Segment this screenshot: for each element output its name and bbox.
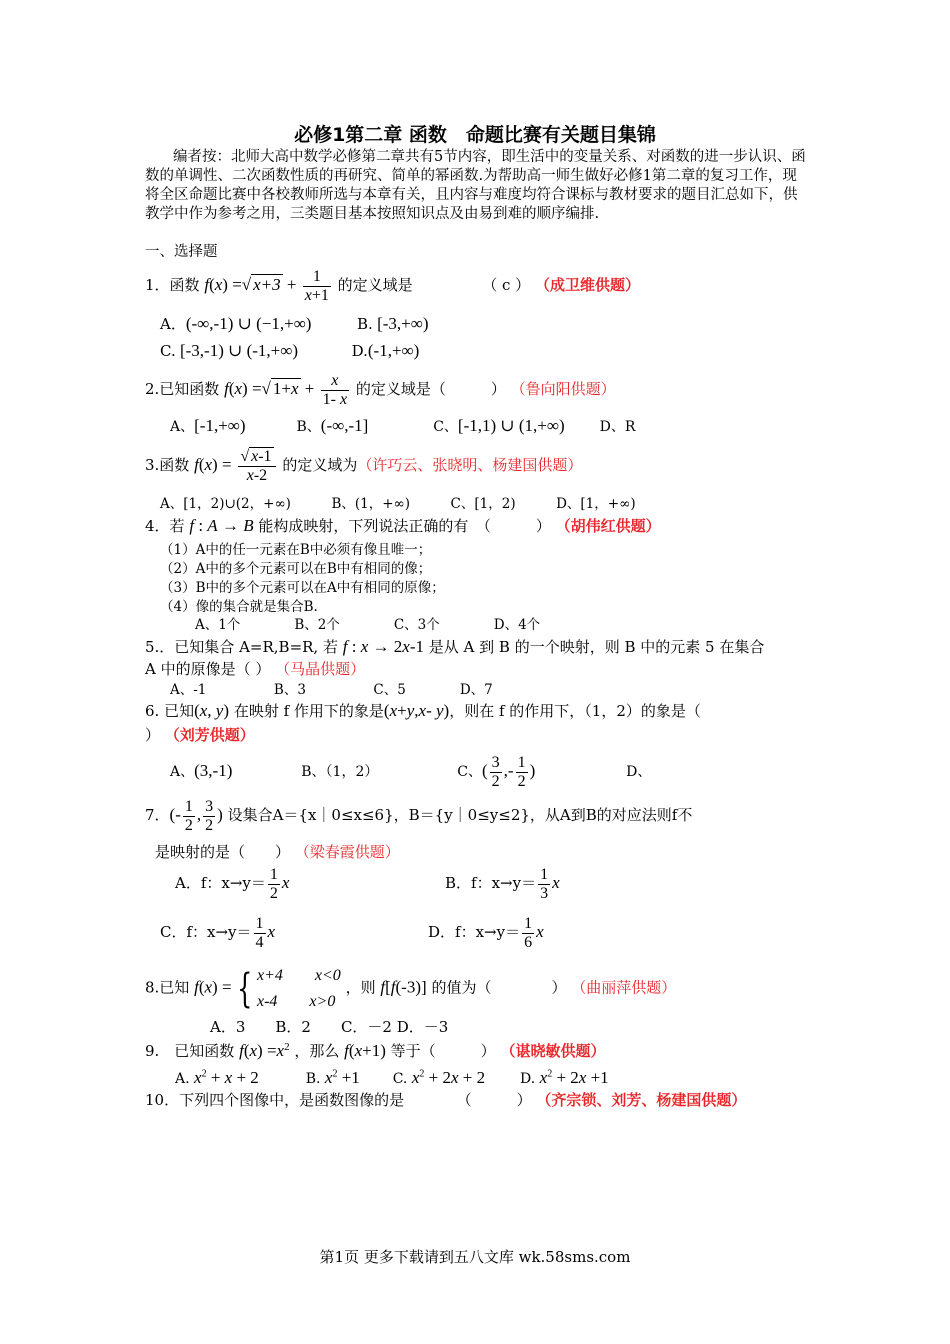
q2-option-d-label: D、R <box>599 419 636 435</box>
q4-source: （胡伟红供题） <box>555 517 661 535</box>
q3-source: （许巧云、张晓明、杨建国供题） <box>357 456 583 475</box>
q6-line2-text: ） <box>145 726 161 744</box>
q6-mid2: ，则在 f 的作用下，（1，2）的象是（ <box>449 702 701 720</box>
q2-options: A、[-1,+∞) B、(-∞,-1] C、[-1,1) ∪ (1,+∞) D、R <box>170 416 636 435</box>
q2-source: （鲁向阳供题） <box>510 380 616 399</box>
document-title: 必修1第二章 函数 命题比赛有关题目集锦 <box>294 124 656 146</box>
question-5: 5.．已知集合 A=R,B=R, 若 f : x → 2x-1 是从 A 到 B 的一个映射，则 B 中的元素 5 在集合 <box>145 637 765 656</box>
section-heading: 一、选择题 <box>145 244 218 260</box>
q8-mid: ，则 <box>345 978 376 997</box>
q8-options: A．3 B．2 C．－2 D．－3 <box>210 1018 449 1036</box>
q6-option-c-label: C、 <box>457 764 482 781</box>
q1-source: （成卫维供题） <box>534 276 640 295</box>
q1-option-b-label: B. <box>357 315 373 333</box>
page-footer: 第1页 更多下载请到五八文库 wk.58sms.com <box>319 1248 631 1266</box>
q5-line1a: 5.．已知集合 A=R,B=R, 若 <box>145 638 338 656</box>
q9-source: （谌晓敏供题） <box>500 1042 606 1060</box>
q1-option-a-label: A． <box>160 315 186 333</box>
q2-prefix: 2.已知函数 <box>145 380 220 399</box>
question-1: 1．函数 f(x) =√ x+3 + $\frac{1}{x+1}$ 的定义域是 （ c ） （成卫维供题） <box>145 268 640 304</box>
question-6: 6. 已知(x, y) 在映射 f 作用下的象是(x+y,x- y)，则在 f 的作用下，（1，2）的象是（ <box>145 701 701 720</box>
q4-options: A、1个 B、2个 C、3个 D、4个 <box>195 617 541 633</box>
q9-option-b-label: B. <box>305 1071 321 1087</box>
q1-mid: 的定义域是 <box>337 276 413 295</box>
q5-options: A、-1 B、3 C、5 D、7 <box>170 682 493 698</box>
q7-line2-text: 是映射的是（ ） <box>155 843 291 861</box>
q7-option-d-label: D．f：x→y＝ <box>428 923 521 942</box>
q7-option-c: C．f：x→y＝ $\frac{1}{4}$ x <box>160 915 276 951</box>
q4-statement-2: （2）A中的多个元素可以在B中有相同的像； <box>160 561 432 577</box>
q7-option-d: D．f：x→y＝ $\frac{1}{6}$ x <box>428 915 544 951</box>
q6-line2 <box>145 726 255 744</box>
q9-options: A. $x^2 + x + 2$ B. $x^2 +1$ C. $x^2 + 2x + 2$ D. $x^2 + 2x +1$ <box>175 1068 609 1087</box>
q4-statement-3: （3）B中的多个元素可以在A中有相同的原像； <box>160 580 445 596</box>
question-7: 7．(- $\frac{1}{2}$ , $\frac{3}{2}$ ) 设集合A＝{x｜0≤x≤6}，B＝{y｜0≤y≤2}，从A到B的对应法则f不 <box>145 798 693 834</box>
question-10 <box>145 1091 746 1109</box>
q8-prefix: 8.已知 <box>145 978 190 997</box>
q7-source: （梁春霞供题） <box>294 843 400 861</box>
q5-line2-text: A 中的原像是（ ） <box>145 660 271 678</box>
q4-statement-1: （1）A中的任一元素在B中必须有像且唯一； <box>160 542 432 558</box>
q7-option-b-label: B．f：x→y＝ <box>445 874 537 893</box>
q4-mid: 能构成映射，下列说法正确的有 （ ） <box>258 517 551 535</box>
q7-line2 <box>155 843 400 861</box>
q10-source: （齐宗锁、刘芳、杨建国供题） <box>536 1091 747 1109</box>
q10-text: 10．下列四个图像中，是函数图像的是 （ ） <box>145 1091 532 1109</box>
q7-option-a-label: A．f：x→y＝ <box>175 874 266 893</box>
q9-mid: ，那么 <box>294 1042 340 1060</box>
q3-options: A、[1，2)∪(2，+∞) B、(1，+∞) C、[1，2) D、[1，+∞) <box>160 496 636 512</box>
q2-option-b-label: B、 <box>296 419 321 435</box>
q6-option-b: B、（1，2） <box>301 764 379 781</box>
q1-answer: （ c ） <box>482 276 531 295</box>
question-2: 2.已知函数 f(x) =√ 1+x + $\frac{x}{1- x}$ 的定义域是（ ） （鲁向阳供题） <box>145 372 616 408</box>
q5-source: （马晶供题） <box>275 660 366 678</box>
question-9: 9. 已知函数 $f(x) =x^2$ ，那么 f(x+1) 等于（ ） （谌晓敏供题） <box>145 1041 606 1060</box>
q8-source: （曲丽萍供题） <box>571 978 677 997</box>
q6-source: （刘芳供题） <box>164 726 255 744</box>
q7-option-a: A．f：x→y＝ $\frac{1}{2}$ x <box>175 866 290 902</box>
question-3: 3.函数 f(x) = $\frac{√ x-1}{x-2}$ 的定义域为（许巧云、张晓明、杨建国供题） <box>145 448 583 484</box>
q7-prefix: 7． <box>145 806 170 825</box>
q7-option-c-label: C．f：x→y＝ <box>160 923 252 942</box>
question-8: 8.已知 f(x) = { x+4 x<0 x-4 x>0 ，则 f[f(-3)] 的值为（ ） （曲丽萍供题） <box>145 965 677 1012</box>
q9-option-d-label: D. <box>520 1071 536 1087</box>
q2-option-a-label: A、 <box>170 419 195 435</box>
q7-text: 设集合A＝{x｜0≤x≤6}，B＝{y｜0≤y≤2}，从A到B的对应法则f不 <box>227 806 693 825</box>
q2-option-c-label: C、 <box>433 419 458 435</box>
q5-line2 <box>145 660 365 678</box>
q7-option-b: B．f：x→y＝ $\frac{1}{3}$ x <box>445 866 560 902</box>
q1-option-d-label: D. <box>351 342 368 360</box>
editor-note: 编者按：北师大高中数学必修第二章共有5节内容，即生活中的变量关系、对函数的进一步认识、函数的单调性、二次函数性质的再研究、简单的幂函数.为帮助高一师生做好必修1第二章的复习工作，现将全区命题比赛中各校教师所选与本章有关，且内容与难度均符合课标与教材要求的题目汇总如下，供教学中作为参考之用，三类题目基本按照知识点及由易到难的顺序编排. <box>145 149 806 222</box>
q9-prefix: 9. 已知函数 <box>145 1042 235 1060</box>
q9-option-a-label: A. <box>175 1071 190 1087</box>
q2-mid: 的定义域是（ ） <box>355 380 506 399</box>
q4-prefix: 4．若 <box>145 517 185 535</box>
q1-option-c-label: C. <box>160 342 176 360</box>
q1-options-cd: C. [-3,-1) ∪ (-1,+∞) D.(-1,+∞) <box>160 341 420 360</box>
q6-mid1: 在映射 f 作用下的象是 <box>233 702 384 720</box>
q3-prefix: 3.函数 <box>145 456 190 475</box>
q5-line1b: 是从 A 到 B 的一个映射，则 B 中的元素 5 在集合 <box>428 638 765 656</box>
q3-mid: 的定义域为 <box>282 456 358 475</box>
question-4: 4．若 f : A → B 能构成映射，下列说法正确的有 （ ） （胡伟红供题） <box>145 516 661 535</box>
q6-option-d-label: D、 <box>626 764 652 781</box>
q9-mid2: 等于（ ） <box>390 1042 496 1060</box>
q6-option-a-label: A、 <box>170 764 195 781</box>
q6-prefix: 6. 已知 <box>145 702 195 720</box>
q1-prefix: 1．函数 <box>145 276 200 295</box>
q9-option-c-label: C. <box>392 1071 408 1087</box>
q1-options-ab: A．(-∞,-1) ∪ (−1,+∞) B. [-3,+∞) <box>160 314 429 333</box>
q4-statement-4: （4）像的集合就是集合B. <box>160 599 318 615</box>
q8-mid2: 的值为（ ） <box>431 978 567 997</box>
q6-options: A、(3,-1) B、（1，2） C、( $\frac{3}{2}$ ,- $\frac{1}{2}$ ) D、 <box>170 754 652 790</box>
